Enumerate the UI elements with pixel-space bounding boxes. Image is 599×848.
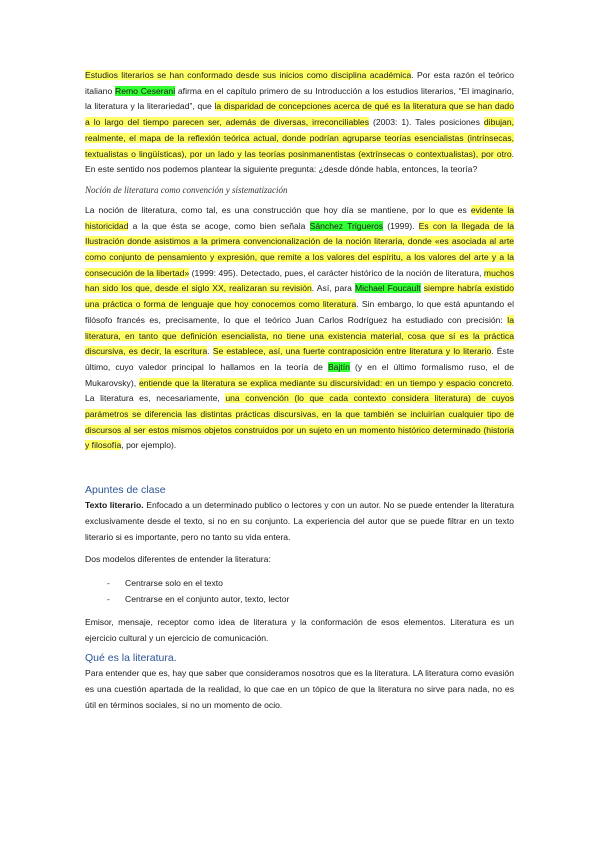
dash-marker: - — [107, 577, 110, 588]
term-label: Texto literario. — [85, 500, 144, 511]
highlight-yellow: siempre habría existido una práctica o forma de lenguaje que hoy conocemos como literatura — [85, 283, 514, 310]
text-run: . La literatura es, necesariamente, — [85, 377, 514, 404]
text-run: . — [207, 346, 213, 357]
highlight-yellow: Es con la llegada de la Ilustración donde asistimos a la primera convencionalización de la noción literaria, donde «es asociada al arte como conjunto de pensamiento y expresión, que remite a los valores del espíritu, a los valores del arte y a la consecución de la libertad» — [85, 220, 514, 278]
text-run: . Por esta razón el teórico italiano — [85, 70, 514, 96]
list-item — [107, 575, 514, 591]
text-run: afirma en el capítulo primero de su Introducción a los estudios literarios, “El imaginario, la literatura y la literariedad”, que — [85, 85, 515, 112]
highlight-green-foucault: Michael Foucault — [354, 283, 421, 294]
text-run: La noción de literatura, como tal, es una construcción que hoy día se mantiene, por lo que es — [85, 204, 471, 215]
highlight-green-bajtin: Bajtín — [327, 361, 350, 372]
highlight-yellow: muchos han sido los que, desde el siglo XX, realizaran su revisión — [85, 267, 515, 294]
modelos-list — [85, 575, 514, 607]
dash-marker: - — [107, 593, 110, 604]
highlight-yellow: evidente la historicidad — [85, 204, 515, 231]
text-run: . Sin embargo, lo que está apuntando el filósofo francés es, precisamente, lo que el teórico Juan Carlos Rodríguez ha estudiado con precisión: — [85, 299, 514, 325]
highlight-yellow: la literatura, en tanto que definición esencialista, no tiene una existencia material, cosa que sí es la práctica discursiva, es decir, la escritura — [85, 314, 514, 357]
highlight-yellow: una convención (lo que cada contexto considera literatura) de cuyos parámetros se diferencia las distintas prácticas discursivas, en la que también se incluirían cualquier tipo de discursos al ser estos mismos objetos construidos por un sujeto en un momento histórico determinado (historia y filosofía — [85, 393, 514, 451]
convention-paragraph — [85, 203, 514, 454]
highlight-yellow: la disparidad de concepciones acerca de qué es la literatura que se han dado a lo largo del tiempo parecen ser, además de diversas, irreconciliables — [85, 101, 514, 128]
text-run: (1999: 495). Detectado, pues, el carácter histórico de la noción de literatura, — [189, 267, 484, 278]
modelos-paragraph: Dos modelos diferentes de entender la literatura: — [85, 554, 271, 565]
text-run: . Éste último, cuyo valedor principal lo hallamos en la teoría de — [85, 346, 514, 372]
highlight-yellow: dibujan, realmente, el mapa de la reflexión teórica actual, donde podrían agruparse teorías esencialistas (intrínsecas, textualistas o lingüísticas), por un lado y las teorías posinmanentistas (extrínsecas o contextualistas), por otro — [85, 117, 514, 159]
emisor-paragraph: Emisor, mensaje, receptor como idea de literatura y la conformación de esos elementos. Literatura es un ejercicio cultural y un ejercicio de comunicación. — [85, 616, 514, 643]
highlight-yellow: Estudios literarios se han conformado desde sus inicios como disciplina académica — [85, 70, 412, 80]
texto-literario-paragraph — [85, 498, 514, 545]
que-es-paragraph: Para entender que es, hay que saber que consideramos nosotros que es la literatura. LA literatura como evasión es una cuestión apartada de la realidad, lo que cae en un tópico de que la literatura no sirve para nada, no es útil en términos sociales, si no un momento de ocio. — [85, 668, 514, 710]
que-es-heading: Qué es la literatura. — [85, 652, 177, 665]
text-run: a la que ésta se acoge, como bien señala — [128, 220, 310, 231]
text-run: , por ejemplo). — [121, 440, 177, 451]
highlight-yellow: Se establece, así, una fuerte contraposición entre literatura y lo literario — [212, 346, 492, 357]
apuntes-heading: Apuntes de clase — [85, 484, 166, 497]
highlight-green-sanchez: Sánchez Trigueros — [309, 220, 384, 231]
text-run: (1999). — [383, 220, 419, 231]
highlight-green-ceserani: Remo Ceserani — [115, 85, 176, 96]
intro-paragraph — [85, 68, 514, 178]
list-item-text: Centrarse en el conjunto autor, texto, lector — [125, 593, 290, 604]
highlight-yellow: entiende que la literatura se explica mediante su discursividad: en un tiempo y espacio concreto — [139, 377, 512, 388]
text-run: (2003: 1). Tales posiciones — [369, 117, 484, 128]
text-run: (y en el último formalismo ruso, el de Mukarovsky), — [85, 361, 514, 388]
text-run: . Así, para — [311, 283, 355, 294]
list-item-text: Centrarse solo en el texto — [125, 577, 223, 588]
text-run: Enfocado a un determinado publico o lectores y con un autor. No se puede entender la literatura exclusivamente desde el texto, si no en su conjunto. La experiencia del autor que se puede filtrar en un texto literario si es importante, pero no tanto su vida entera. — [85, 500, 515, 542]
list-item — [107, 591, 514, 607]
section-subheading: Noción de literatura como convención y sistematización — [85, 184, 288, 195]
text-run: . En este sentido nos podemos plantear la siguiente pregunta: ¿desde dónde habla, entonces, la teoría? — [85, 148, 514, 175]
